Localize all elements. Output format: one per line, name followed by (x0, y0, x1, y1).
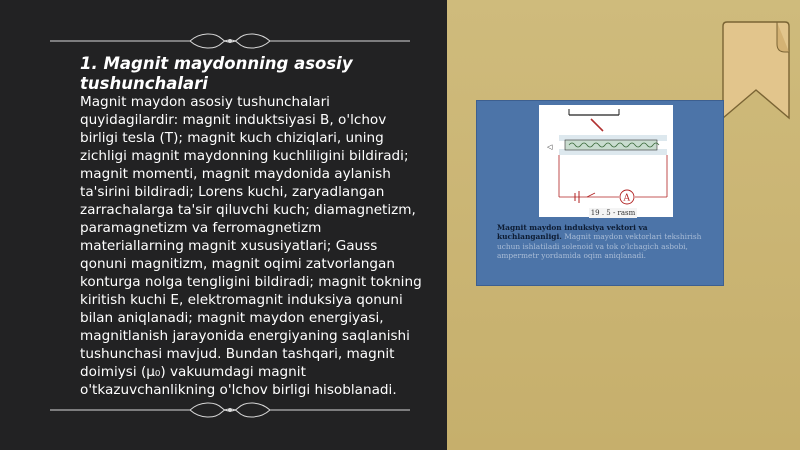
ornament-divider-bottom (50, 399, 410, 421)
solenoid-circuit-diagram-icon (539, 105, 673, 217)
figure-caption-number: 19 . 5 - rasm (590, 209, 636, 217)
figure-card (476, 100, 724, 286)
bookmark-ribbon-icon (719, 18, 793, 122)
slide-body-text: Magnit maydon asosiy tushunchalari quyidagilardir: magnit induktsiyasi B, o'lchov birligi tesla (T); magnit kuch chiziqlari, uning zichligi magnit maydonning kuchliligini bildiradi; magnit momenti, magnit maydonida aylanish ta'sirini bildiradi; Lorens kuchi, zaryadlangan zarrachalarga ta'sir qiluvchi kuch; diamagnetizm, paramagnetizm va ferromagnetizm materiallarning magnit xususiyatlari; Gauss qonuni magnitizm, magnit oqimi zatvorlangan konturga nolga tengligini bildiradi; magnit tokning kiritish kuchi E, elektromagnit induksiya qonuni bilan aniqlanadi; magnit maydon energiyasi, magnitlanish jarayonida energiyaning saqlanishi tushunchasi mavjud. Bundan tashqari, magnit doimiysi (μ₀) vakuumdagi magnit o'tkazuvchanlikning o'lchov birligi hisoblanadi. (80, 94, 422, 398)
svg-text:◁: ◁ (547, 143, 553, 151)
figure-caption-title: Magnit maydon induksiya vektori va kuchlanganligi. (497, 223, 648, 242)
ornament-divider-top (50, 30, 410, 52)
svg-text:A: A (623, 193, 630, 204)
figure-caption (497, 223, 707, 261)
slide-title: 1. Magnit maydonning asosiy tushunchalari (80, 54, 353, 93)
figure-caption-body: Magnit maydon vektorlari tekshirish uchun ishlatiladi solenoid va tok o'lchagich asbobi, ampermetr yordamida oqim aniqlanadi. (497, 232, 702, 261)
